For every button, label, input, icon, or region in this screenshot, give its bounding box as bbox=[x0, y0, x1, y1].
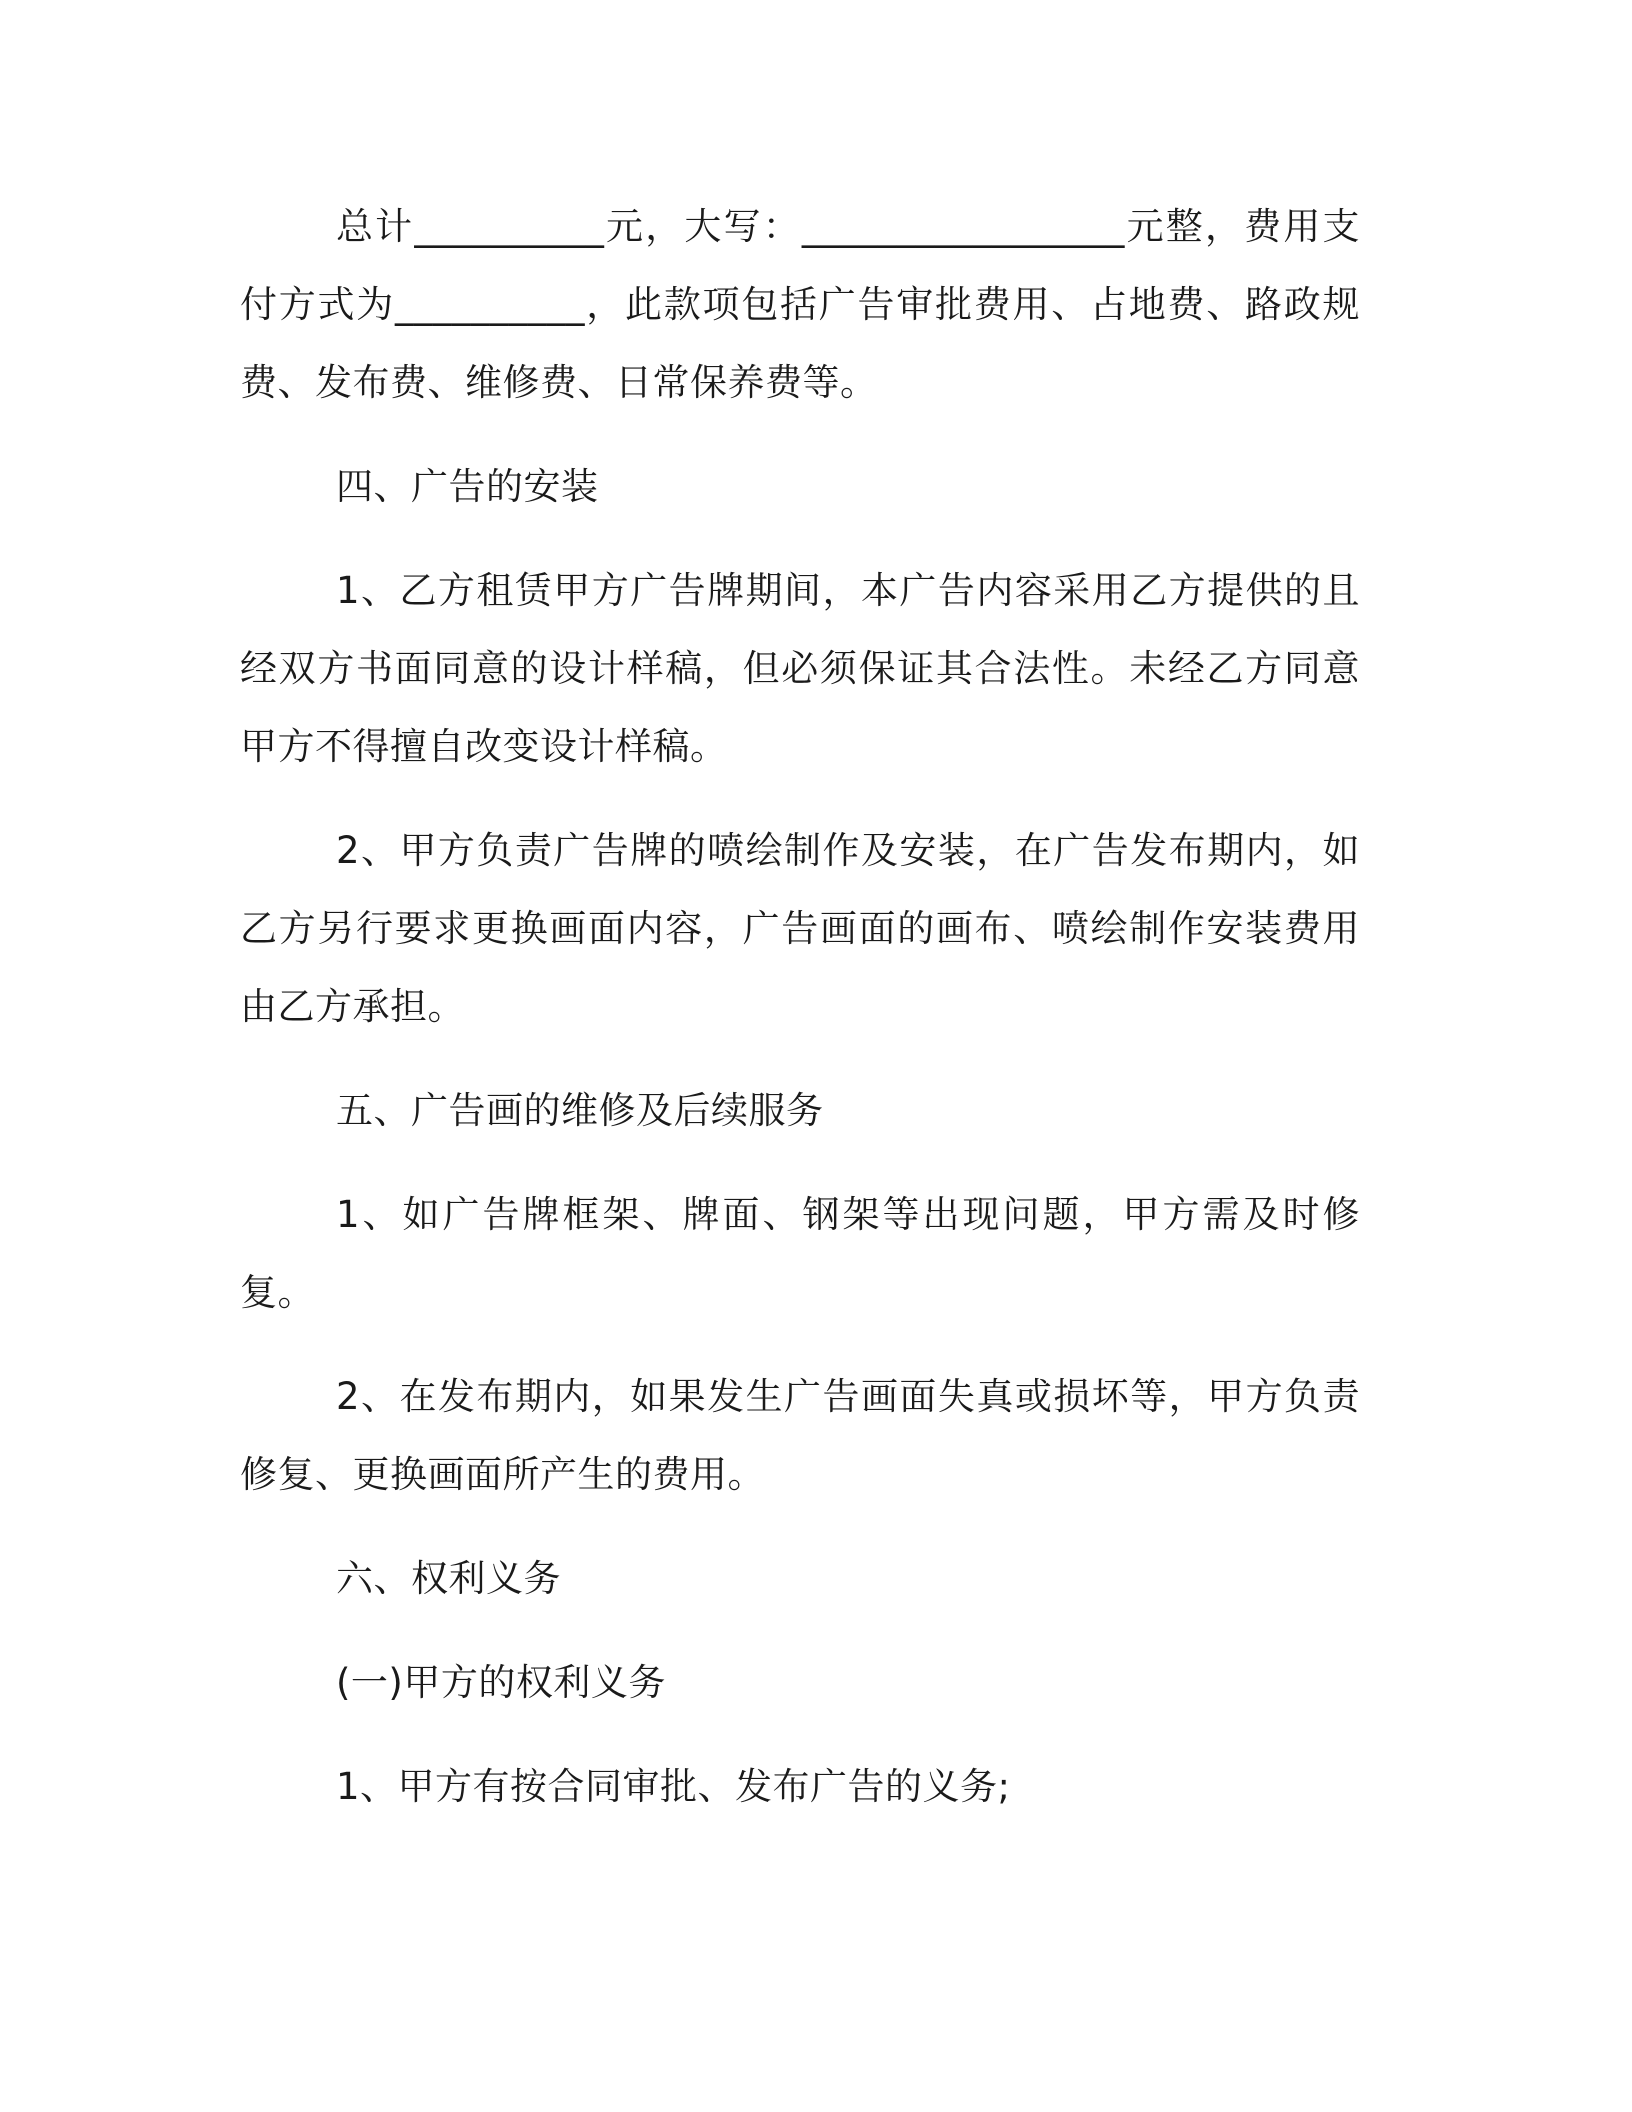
paragraph-maintenance-2: 2、在发布期内，如果发生广告画面失真或损坏等，甲方负责修复、更换画面所产生的费用。 bbox=[240, 1375, 1360, 1496]
paragraph-party-a-1: 1、甲方有按合同审批、发布广告的义务; bbox=[336, 1765, 1011, 1808]
subsection-heading-party-a: (一)甲方的权利义务 bbox=[336, 1661, 666, 1704]
paragraph-installation-2: 2、甲方负责广告牌的喷绘制作及安装，在广告发布期内，如乙方另行要求更换画面内容，广告画面的画布、喷绘制作安装费用由乙方承担。 bbox=[240, 829, 1360, 1028]
section-heading-maintenance: 五、广告画的维修及后续服务 bbox=[336, 1089, 824, 1132]
paragraph-installation-1: 1、乙方租赁甲方广告牌期间，本广告内容采用乙方提供的且经双方书面同意的设计样稿，但必须保证其合法性。未经乙方同意甲方不得擅自改变设计样稿。 bbox=[240, 569, 1360, 768]
paragraph-maintenance-1: 1、如广告牌框架、牌面、钢架等出现问题，甲方需及时修复。 bbox=[240, 1193, 1360, 1314]
section-heading-installation: 四、广告的安装 bbox=[336, 465, 599, 508]
paragraph-fee-total: 总计__________元，大写：_________________元整，费用支付方式为__________，此款项包括广告审批费用、占地费、路政规费、发布费、维修费、日常保养费等。 bbox=[240, 205, 1360, 404]
section-heading-rights: 六、权利义务 bbox=[336, 1557, 561, 1600]
document-page bbox=[240, 188, 1360, 1826]
